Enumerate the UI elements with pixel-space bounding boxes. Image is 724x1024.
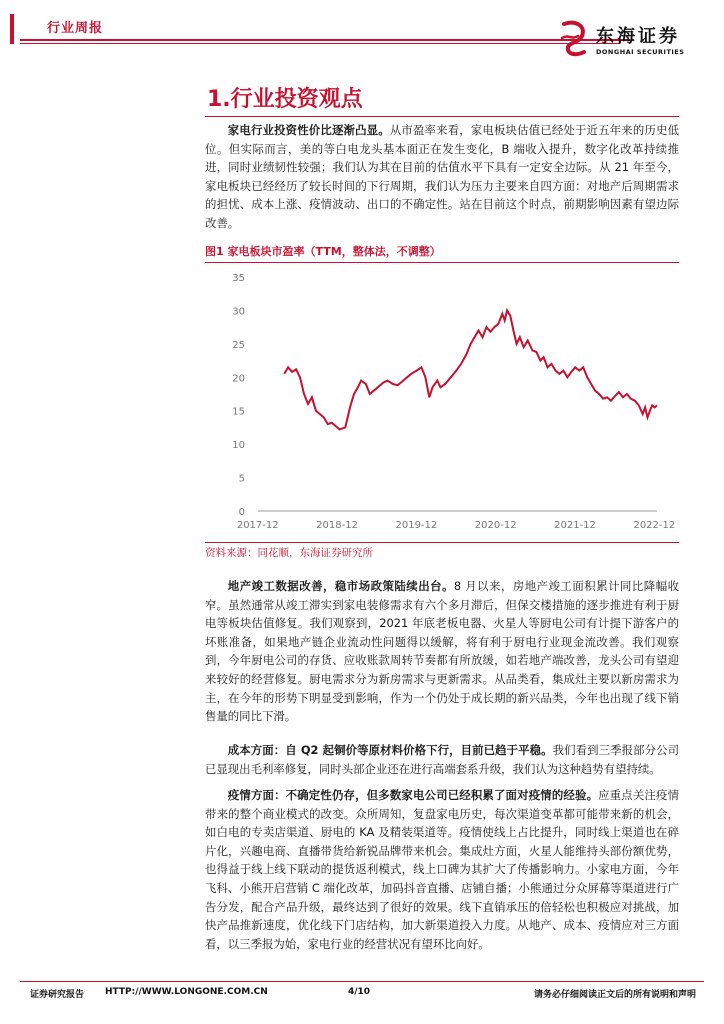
company-logo bbox=[558, 18, 708, 66]
y-axis bbox=[232, 273, 245, 518]
x-tick-label: 2018-12 bbox=[316, 520, 358, 531]
figure-top-rule bbox=[205, 262, 679, 263]
paragraph-epidemic bbox=[205, 786, 679, 953]
paragraph-valuation bbox=[205, 121, 679, 233]
header-rule bbox=[20, 39, 630, 41]
paragraph-real-estate bbox=[205, 577, 679, 726]
y-tick-label: 25 bbox=[232, 339, 245, 351]
y-tick-label: 15 bbox=[232, 406, 245, 418]
x-axis bbox=[237, 511, 675, 531]
footer-report-label: 证券研究报告 bbox=[30, 990, 85, 1000]
paragraph-lead: 地产竣工数据改善，稳市场政策陆续出台。 bbox=[227, 579, 454, 593]
logo-text-cn: 东海证券 bbox=[596, 26, 680, 47]
paragraph-cost bbox=[205, 741, 679, 778]
header-accent-bar bbox=[10, 14, 14, 44]
figure-bottom-rule bbox=[205, 542, 679, 543]
paragraph-lead: 家电行业投资性价比逐渐凸显。 bbox=[227, 123, 390, 137]
paragraph-body: 从市盈率来看，家电板块估值已经处于近五年来的历史低位。但实际而言，美的等白电龙头基本面正在发生变化，B 端收入提升，数字化改革持续推进，同时业绩韧性较强；我们认为其在目前的估值水平下具有一定安全边际。从 21 年至今，家电板块已经经历了较长时间的下行周期，我们认为压力主要来自四方面：对地产后周期需求的担忧、成本上涨、疫情波动、出口的不确定性。站在目前这个时点，前期影响因素有望边际改善。 bbox=[205, 123, 679, 230]
header-rule-thin bbox=[20, 43, 620, 44]
logo-text-en: DONGHAI SECURITIES bbox=[596, 48, 685, 56]
x-tick-label: 2021-12 bbox=[554, 520, 596, 531]
x-tick-label: 2017-12 bbox=[236, 520, 279, 531]
paragraph-body: 8 月以来，房地产竣工面积累计同比降幅收窄。虽然通常从竣工滞实到家电装修需求有六个多月滞后，但保交楼措施的逐步推进有利于厨电等板块估值修复。我们观察到，2021 年底老板电器、火星人等厨电公司有计提下游客户的坏账准备，如果地产链企业流动性问题得以缓解，将有利于厨电行业现金流改善。我们观察到，今年厨电公司的存货、应收账款周转节奏都有所放缓，如若地产端改善，龙头公司有望迎来较好的经营修复。厨电需求分为新房需求与更新需求。从品类看，集成灶主要以新房需求为主，在今年的形势下明显受到影响，作为一个仍处于成长期的新兴品类，今年也出现了线下销售量的同比下滑。 bbox=[205, 579, 679, 724]
figure-caption: 图1 家电板块市盈率（TTM，整体法，不调整） bbox=[205, 245, 441, 258]
paragraph-body: 应重点关注疫情带来的整个商业模式的改变。众所周知，复盘家电历史，每次渠道变革都可能带来新的机会，如白电的专卖店渠道、厨电的 KA 及精装渠道等。疫情使线上占比提升，同时线上渠道也在碎片化，兴趣电商、直播带货给新锐品牌带来机会。集成灶方面，火星人能维持头部份额优势，也得益于线上线下联动的提货返利模式，线上口碑为其扩大了传播影响力。小家电方面，今年飞科、小熊开启营销 C 端化改革，加码抖音直播、店铺自播；小熊通过分众屏幕等渠道进行广告分发，配合产品升级，最终达到了很好的效果。线下直销承压的倍轻松也积极应对挑战，加快产品推新速度，优化线下门店结构，加大新渠道投入力度。从地产、成本、疫情应对三方面看，以三季报为始，家电行业的经营状况有望环比向好。 bbox=[205, 788, 679, 951]
pe-ratio-chart bbox=[205, 265, 679, 535]
paragraph-lead: 成本方面：自 Q2 起铜价等原材料价格下行，目前已趋于平稳。 bbox=[227, 743, 553, 757]
y-tick-label: 10 bbox=[232, 440, 245, 452]
logo-mark-icon bbox=[558, 18, 592, 58]
y-tick-label: 35 bbox=[232, 273, 245, 284]
report-type-label: 行业周报 bbox=[47, 21, 104, 36]
footer-disclaimer: 请务必仔细阅读正文后的所有说明和声明 bbox=[533, 990, 696, 1000]
section-title-rule bbox=[205, 116, 679, 117]
paragraph-lead: 疫情方面：不确定性仍存，但多数家电公司已经积累了面对疫情的经验。 bbox=[227, 788, 599, 802]
section-title: 1.行业投资观点 bbox=[207, 87, 363, 112]
y-tick-label: 20 bbox=[232, 373, 245, 385]
x-tick-label: 2020-12 bbox=[474, 520, 517, 531]
y-tick-label: 5 bbox=[238, 473, 245, 485]
page-number: 4/10 bbox=[348, 987, 371, 997]
pe-ratio-series-line bbox=[284, 310, 657, 429]
y-tick-label: 30 bbox=[232, 306, 245, 318]
figure-source: 资料来源：同花顺，东海证券研究所 bbox=[205, 547, 373, 559]
footer-website-link[interactable]: HTTP://WWW.LONGONE.COM.CN bbox=[105, 987, 268, 997]
x-tick-label: 2019-12 bbox=[395, 520, 438, 531]
footer-rule bbox=[20, 981, 704, 982]
x-tick-label: 2022-12 bbox=[633, 520, 676, 531]
y-tick-label: 0 bbox=[238, 507, 245, 518]
paragraph-body: 我们看到三季报部分公司已显现出毛利率修复，同时头部企业还在进行高端套系升级，我们认为这种趋势有望持续。 bbox=[205, 743, 679, 776]
